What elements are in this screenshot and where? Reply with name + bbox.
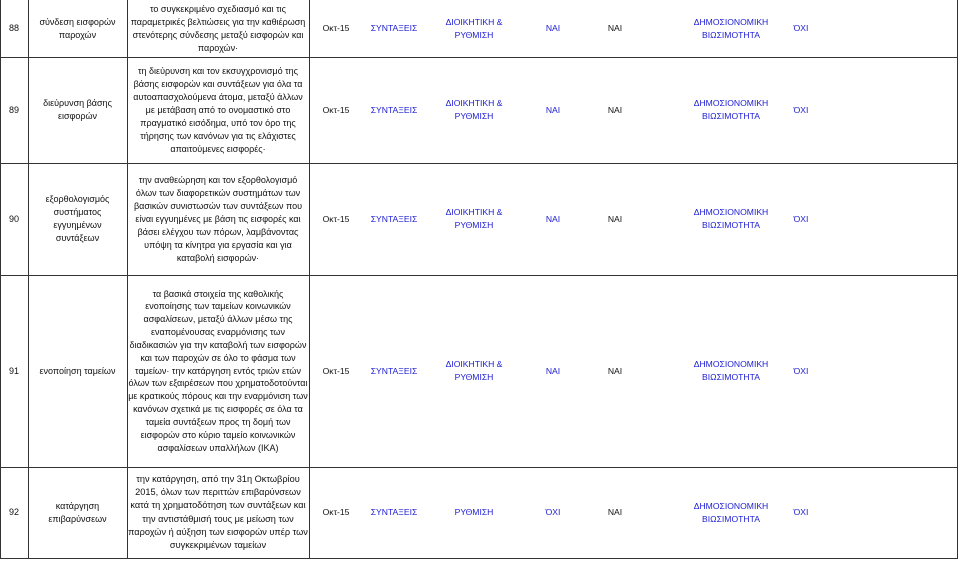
description-line: είναι εγγυημένες με βάση τις εισφορές και [135,213,301,224]
sector-label [363,163,425,275]
row-divider [0,275,958,276]
description-line: κατά τη χρηματοδότηση των συντάξεων και [130,500,306,511]
deadline-date [309,163,363,275]
row-number-text: 88 [8,23,19,33]
description-line: τη διεύρυνση και τον εκσυγχρονισμό της [137,65,298,76]
flag-cell-1 [523,163,583,275]
description-line: όλων των διαφορετικών συστημάτων των [135,187,301,198]
title-line: συστήματος [53,207,102,217]
sector-label [363,467,425,558]
description-line: πραγματικό εισόδημα, υπό τον όρο της [140,117,296,128]
row-number-text: 89 [8,104,19,115]
flag-cell-2 [583,0,647,57]
flag-text: ΌΧΙ [793,507,809,517]
area-line: ΔΗΜΟΣΙΟΝΟΜΙΚΗ [693,16,769,27]
description-line: ταμείων· την κατάργηση εντός τριών ετών [135,365,301,376]
flag-cell-3 [786,275,816,467]
title-line: εγγυημένων [53,220,102,230]
date-text: Οκτ-15 [322,23,350,33]
description-line: εναπομένουσας εναρμόνισης των [151,327,285,338]
area-label [676,57,786,163]
flag-text: ΝΑΙ [545,23,561,33]
title-line: παροχών [58,29,97,40]
measure-title [28,275,127,467]
flag-cell-1 [523,467,583,558]
description-line: ταμεία συντάξεων προς τη δομή των [145,416,291,427]
type-line: ΔΙΟΙΚΗΤΙΚΗ & [445,16,503,27]
row-number [0,57,28,163]
flag-text: ΝΑΙ [545,365,561,376]
description-line: με κρατικούς πόρους και την εναρμόνιση των [128,391,308,402]
description-line: παροχών ή αύξηση των εισφορών υπέρ των [128,526,308,537]
date-text: Οκτ-15 [322,365,350,376]
description-line: τήρησης των κανόνων για τις ελάχιστες [140,130,296,141]
row-number-text: 92 [8,507,19,517]
flag-cell-3 [786,0,816,57]
flag-cell-1 [523,57,583,163]
description-line: όλων των εξαιρέσεων που χρηματοδοτούνται [128,378,308,389]
flag-text: ΝΑΙ [607,365,623,376]
description-line: καταβολή εισφορών· [176,252,260,263]
table-row [0,275,958,467]
description-line: διαδικασιών για την καταβολή των εισφορών [129,339,307,350]
area-line: ΔΗΜΟΣΙΟΝΟΜΙΚΗ [693,359,769,369]
description-line: ασφαλίσεων υπαλλήλων (ΙΚΑ) [157,442,279,453]
description-line: την αναθεώρηση και τον εξορθολογισμό [138,174,298,185]
measure-title [28,0,127,57]
row-number [0,0,28,57]
description-line: υπόψη τα κίνητρα για εργασία και για [144,239,292,250]
flag-text: ΌΧΙ [793,213,809,224]
sector-text: ΣΥΝΤΑΞΕΙΣ [370,104,418,115]
description-line: και των παροχών σε όλο το φάσμα των [140,352,296,363]
area-label [676,275,786,467]
flag-text: ΌΧΙ [793,104,809,115]
area-label [676,163,786,275]
flag-text: ΝΑΙ [607,104,623,115]
description-line: βάσει ελέγχου των πόρων, λαμβάνοντας [137,226,299,237]
deadline-date [309,275,363,467]
description-line: κανόνων σχετικά με τις εισφορές σε όλα τα [133,404,303,415]
measure-title [28,467,127,558]
action-type [425,163,523,275]
column-divider [309,0,310,559]
action-type [425,275,523,467]
area-line: ΒΙΩΣΙΜΟΤΗΤΑ [702,372,760,382]
title-line: διεύρυνση βάσης [43,98,112,108]
area-label [676,467,786,558]
description-line: εισφορών στο κύριο ταμείο κοινωνικών [140,429,296,440]
area-line: ΔΗΜΟΣΙΟΝΟΜΙΚΗ [693,98,769,108]
row-number [0,467,28,558]
description-line: συγκεκριμένων ταμείων [169,539,267,550]
sector-text: ΣΥΝΤΑΞΕΙΣ [370,507,418,517]
type-line: ΡΥΘΜΙΣΗ [454,507,494,517]
measure-description [127,57,309,163]
deadline-date [309,0,363,57]
date-text: Οκτ-15 [322,213,350,224]
description-line: παραμετρικές βελτιώσεις για την καθιέρωση [130,16,306,27]
description-line: αυτοαπασχολούμενα άτομα, μεταξύ άλλων [133,91,303,102]
area-label [676,0,786,57]
sector-label [363,0,425,57]
area-line: ΒΙΩΣΙΜΟΤΗΤΑ [702,220,760,230]
description-line: παροχών· [197,42,239,53]
table-row [0,467,958,558]
type-line: ΡΥΘΜΙΣΗ [454,111,494,121]
column-divider [0,0,1,559]
measure-description [127,0,309,57]
type-line: ΡΥΘΜΙΣΗ [454,29,494,40]
deadline-date [309,467,363,558]
flag-cell-1 [523,0,583,57]
table-row [0,0,958,57]
description-line: τα βασικά στοιχεία της καθολικής [152,288,284,299]
row-divider [0,57,958,58]
flag-text: ΝΑΙ [607,213,623,224]
sector-text: ΣΥΝΤΑΞΕΙΣ [370,23,418,33]
title-line: ενοποίηση ταμείων [39,365,116,376]
sector-text: ΣΥΝΤΑΞΕΙΣ [370,213,418,224]
flag-text: ΌΧΙ [793,365,809,376]
area-line: ΒΙΩΣΙΜΟΤΗΤΑ [702,513,760,524]
title-line: συντάξεων [55,233,100,243]
table-row [0,163,958,275]
title-line: επιβαρύνσεων [48,513,107,524]
description-line: απαιτούμενες εισφορές· [170,143,266,154]
flag-text: ΝΑΙ [545,213,561,224]
flag-cell-3 [786,467,816,558]
area-line: ΔΗΜΟΣΙΟΝΟΜΙΚΗ [693,207,769,217]
flag-cell-3 [786,57,816,163]
description-line: ενοποίησης των ταμείων κοινωνικών [145,301,291,312]
column-divider [957,0,958,559]
row-number-text: 91 [8,365,19,376]
flag-cell-2 [583,163,647,275]
flag-text: ΝΑΙ [607,23,623,33]
flag-text: ΝΑΙ [545,104,561,115]
action-type [425,57,523,163]
row-divider [0,467,958,468]
description-line: στενότερης σύνδεσης μεταξύ εισφορών και [132,29,304,40]
deadline-date [309,57,363,163]
description-line: την κατάργηση, από την 31η Οκτωβρίου [136,473,300,484]
title-line: σύνδεση εισφορών [39,16,116,27]
action-type [425,0,523,57]
flag-text: ΌΧΙ [545,507,561,517]
title-line: εξορθολογισμός [45,194,110,204]
description-line: βάσης εισφορών και συντάξεων για όλα τα [133,78,303,89]
flag-cell-3 [786,163,816,275]
area-line: ΔΗΜΟΣΙΟΝΟΜΙΚΗ [693,500,769,511]
flag-cell-2 [583,467,647,558]
type-line: ΡΥΘΜΙΣΗ [454,220,494,230]
type-line: ΔΙΟΙΚΗΤΙΚΗ & [445,98,503,108]
row-number [0,163,28,275]
row-number-text: 90 [8,213,19,224]
table-row [0,57,958,163]
description-line: με μετάβαση από το ονομαστικό στο [145,104,291,115]
measure-title [28,163,127,275]
flag-text: ΝΑΙ [607,507,623,517]
description-line: 2015, όλων των περιττών επιβαρύνσεων [135,487,301,498]
type-line: ΡΥΘΜΙΣΗ [454,372,494,382]
area-line: ΒΙΩΣΙΜΟΤΗΤΑ [702,111,760,121]
flag-cell-2 [583,57,647,163]
sector-label [363,275,425,467]
description-line: το συγκεκριμένο σχεδιασμό και τις [150,3,286,14]
measure-description [127,467,309,558]
measure-description [127,275,309,467]
action-type [425,467,523,558]
date-text: Οκτ-15 [322,104,350,115]
description-line: βασικών συνιστωσών των συντάξεων που [133,200,303,211]
description-line: ασφαλίσεων, μεταξύ άλλων μέσω της [143,314,293,325]
flag-cell-2 [583,275,647,467]
date-text: Οκτ-15 [322,507,350,517]
flag-cell-1 [523,275,583,467]
type-line: ΔΙΟΙΚΗΤΙΚΗ & [445,359,503,369]
row-number [0,275,28,467]
area-line: ΒΙΩΣΙΜΟΤΗΤΑ [702,29,760,40]
measure-title [28,57,127,163]
title-line: κατάργηση [55,500,100,511]
sector-text: ΣΥΝΤΑΞΕΙΣ [370,365,418,376]
description-line: την αντιστάθμισή τους με μείωση των [142,513,294,524]
type-line: ΔΙΟΙΚΗΤΙΚΗ & [445,207,503,217]
sector-label [363,57,425,163]
column-divider [127,0,128,559]
row-divider [0,163,958,164]
row-divider [0,558,958,559]
title-line: εισφορών [57,111,98,121]
column-divider [28,0,29,559]
measure-description [127,163,309,275]
flag-text: ΌΧΙ [793,23,809,33]
